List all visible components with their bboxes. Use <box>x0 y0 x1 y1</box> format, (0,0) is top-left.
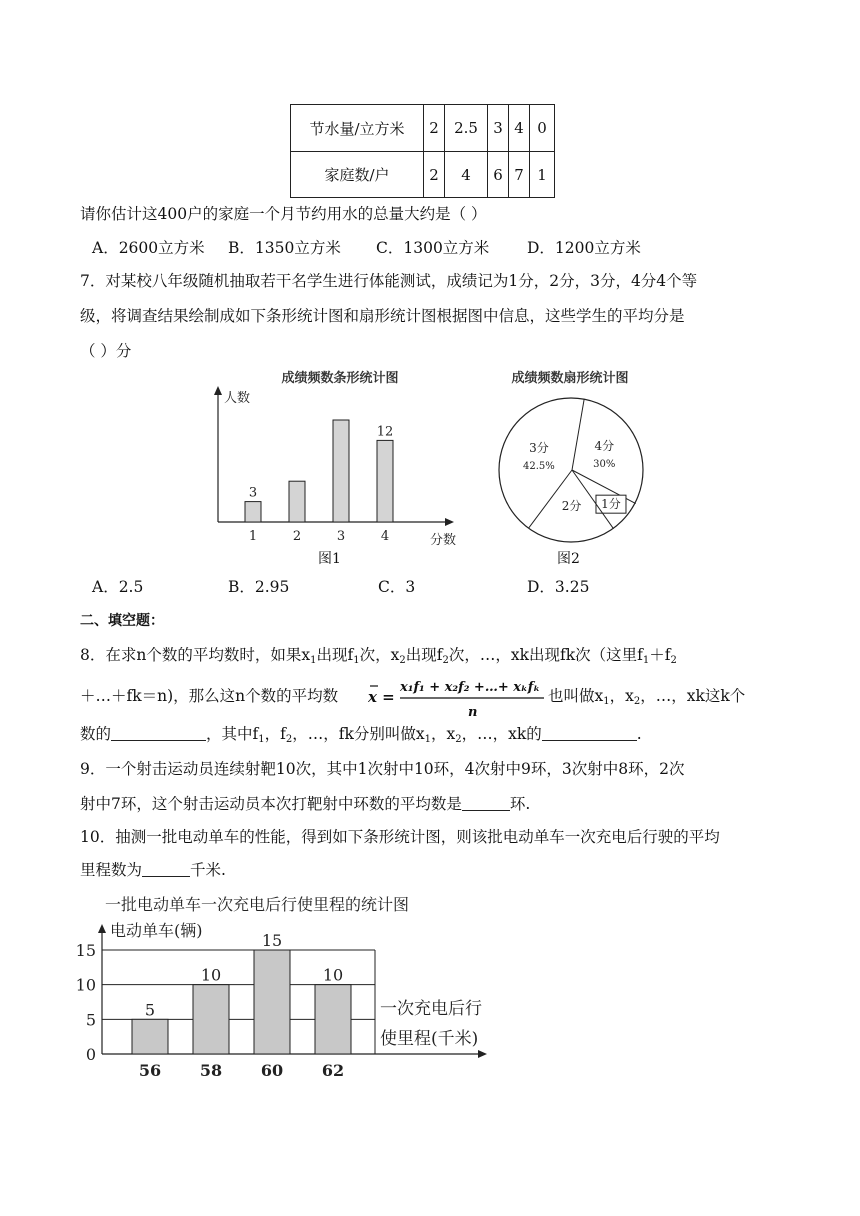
chart3-y-arrow-icon <box>98 924 106 933</box>
chart1-title: 成绩频数条形统计图 <box>281 371 399 386</box>
mean-formula <box>368 674 546 724</box>
table-cell: 2 <box>424 105 445 152</box>
q7-line2: 级，将调查结果绘制成如下条形统计图和扇形统计图根据图中信息，这些学生的平均分是 <box>80 307 685 325</box>
row-header-households: 家庭数/户 <box>291 152 424 198</box>
table-cell: 6 <box>488 152 509 198</box>
q7-option-c: C．3 <box>378 578 416 596</box>
answer-blank[interactable] <box>542 725 637 741</box>
chart3-data-label: 5 <box>144 1000 156 1020</box>
chart3-data-label: 15 <box>261 931 283 950</box>
chart1-tick-label: 1 <box>248 529 258 544</box>
q10-line2: 里程数为 千米. <box>80 861 226 879</box>
q7-line1: 7．对某校八年级随机抽取若干名学生进行体能测试，成绩记为1分，2分，3分，4分4个等 <box>80 272 698 290</box>
chart1-bar <box>289 481 305 522</box>
chart3-y-tick: 5 <box>85 1010 96 1030</box>
chart3-title: 一批电动单车一次充电后行使里程的统计图 <box>105 895 410 914</box>
table-cell: 1 <box>530 152 555 198</box>
chart1-xlabel: 分数 <box>430 533 457 548</box>
chart2-pct-label: 42.5% <box>523 460 555 472</box>
chart3-y-tick: 10 <box>75 975 96 995</box>
chart1-tick-label: 4 <box>380 529 390 544</box>
q9-line2: 射中7环，这个射击运动员本次打靶射中环数的平均数是 环. <box>80 795 531 813</box>
chart1-bar <box>377 440 393 522</box>
table-cell: 4 <box>509 105 530 152</box>
formula-denominator: n <box>468 705 478 720</box>
water-saving-table <box>290 104 555 198</box>
chart1-x-arrow-icon <box>445 518 454 526</box>
q8-line3: 数的 ，其中$f_1$，$f_2$，…，fk分别叫做$x_1$，$x_2$，…，xk的 . <box>80 725 642 745</box>
chart3-x-tick: 62 <box>321 1061 345 1080</box>
q6-question: 请你估计这400户的家庭一个月节约用水的总量大约是（ ） <box>80 205 487 223</box>
chart3-bar <box>193 985 229 1054</box>
q8-line2-right: 也叫做$x_1$，$x_2$，…，xk这k个 <box>548 687 746 707</box>
chart2-pct-label: 30% <box>593 459 616 471</box>
answer-blank[interactable] <box>462 795 510 811</box>
chart2-title: 成绩频数扇形统计图 <box>511 371 629 386</box>
q6-option-a: A．2600立方米 <box>92 239 205 257</box>
chart1-data-label: 3 <box>248 485 258 501</box>
chart1-caption: 图1 <box>318 551 341 567</box>
chart2-slice-label: 1分 <box>601 497 621 512</box>
chart3-x-tick: 60 <box>260 1061 284 1080</box>
chart3-bar <box>132 1019 168 1054</box>
table-cell: 3 <box>488 105 509 152</box>
section-title: 二、填空题： <box>80 613 164 629</box>
q9-line1: 9．一个射击运动员连续射靶10次，其中1次射中10环，4次射中9环，3次射中8环，2次 <box>80 760 685 778</box>
chart1-y-arrow-icon <box>214 386 222 395</box>
chart3-data-label: 10 <box>322 965 344 985</box>
q7-option-b: B．2.95 <box>228 578 290 596</box>
chart1-bar <box>245 502 261 522</box>
chart3-y-tick: 0 <box>85 1045 96 1064</box>
table-cell: 0 <box>530 105 555 152</box>
chart3-ylabel: 电动单车(辆) <box>110 921 203 940</box>
chart2-slice-label: 4分 <box>594 439 615 454</box>
table-cell: 4 <box>445 152 488 198</box>
mileage-bar-chart <box>70 890 510 1090</box>
q7-line3: （ ）分 <box>80 342 132 360</box>
chart3-xlabel: 一次充电后行 <box>380 999 482 1019</box>
chart3-xlabel: 使里程(千米) <box>380 1029 479 1049</box>
answer-blank[interactable] <box>142 861 190 877</box>
chart3-y-tick: 15 <box>75 941 96 960</box>
chart3-bar <box>315 985 351 1054</box>
chart1-tick-label: 2 <box>292 529 302 544</box>
chart2-circle <box>499 398 643 542</box>
chart2-slice-label: 3分 <box>529 440 549 455</box>
q7-option-a: A．2.5 <box>92 578 144 596</box>
chart1-ylabel: 人数 <box>224 391 251 406</box>
chart2-slice-label: 2分 <box>561 498 582 513</box>
answer-blank[interactable] <box>111 725 206 741</box>
chart1-bar <box>333 420 349 522</box>
row-header-saving: 节水量/立方米 <box>291 105 424 152</box>
chart1-data-label: 12 <box>376 424 394 440</box>
chart1-tick-label: 3 <box>336 529 346 544</box>
formula-lhs: x = <box>368 688 395 706</box>
table-cell: 7 <box>509 152 530 198</box>
q6-option-c: C．1300立方米 <box>376 239 490 257</box>
chart3-x-tick: 58 <box>199 1061 223 1080</box>
q8-line2-left: ＋…＋fk＝n)，那么这n个数的平均数 <box>80 687 339 705</box>
formula-numerator: x₁f₁ + x₂f₂ +…+ xₖfₖ <box>400 680 541 695</box>
q6-option-b: B．1350立方米 <box>228 239 341 257</box>
chart3-x-arrow-icon <box>478 1050 487 1058</box>
score-pie-chart <box>490 362 650 562</box>
chart2-caption: 图2 <box>557 551 580 567</box>
table-cell: 2 <box>424 152 445 198</box>
chart3-x-tick: 56 <box>138 1061 162 1080</box>
table-cell: 2.5 <box>445 105 488 152</box>
q8-line1: 8．在求n个数的平均数时，如果$x_1$出现$f_1$次，$x_2$出现$f_2$次，…，xk出现fk次（这里$f_1+f_2$ <box>80 646 677 666</box>
chart3-data-label: 10 <box>200 965 222 985</box>
chart3-bar <box>254 950 290 1054</box>
q7-option-d: D．3.25 <box>527 578 590 596</box>
score-bar-chart <box>200 362 470 572</box>
q10-line1: 10．抽测一批电动单车的性能，得到如下条形统计图，则该批电动单车一次充电后行驶的平均 <box>80 828 720 846</box>
q6-option-d: D．1200立方米 <box>527 239 641 257</box>
